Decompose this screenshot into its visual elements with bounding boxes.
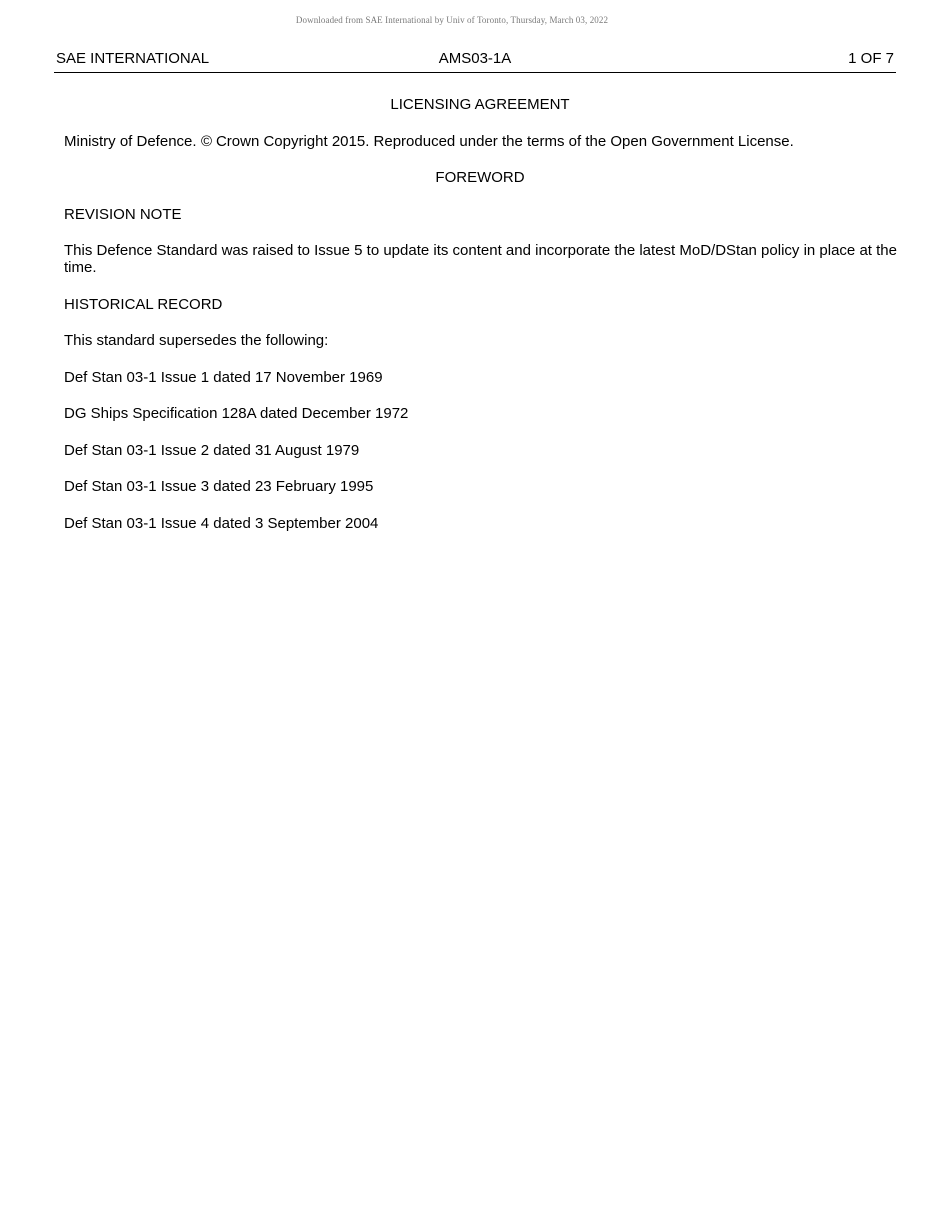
- licensing-text: [64, 133, 906, 150]
- licensing-heading: LICENSING AGREEMENT: [390, 96, 570, 113]
- document-body: [64, 96, 906, 551]
- history-item: Def Stan 03-1 Issue 4 dated 3 September 2004: [64, 514, 379, 532]
- history-heading: HISTORICAL RECORD: [64, 295, 223, 313]
- history-item: Def Stan 03-1 Issue 3 dated 23 February 1995: [64, 478, 374, 495]
- history-intro: This standard supersedes the following:: [64, 332, 329, 349]
- revision-text: This Defence Standard was raised to Issue 5 to update its content and incorporate the latest MoD/DStan policy in place at the time.: [64, 242, 897, 276]
- licensing-text-after: Crown Copyright 2015. Reproduced under the terms of the Open Government License.: [211, 132, 794, 150]
- page-header: [54, 49, 896, 73]
- licensing-text-before: Ministry of Defence.: [64, 132, 201, 150]
- publisher-name: SAE INTERNATIONAL: [56, 50, 210, 67]
- history-item: Def Stan 03-1 Issue 2 dated 31 August 1979: [64, 441, 360, 459]
- foreword-heading: FOREWORD: [435, 169, 525, 186]
- history-item: DG Ships Specification 128A dated December 1972: [64, 405, 409, 422]
- revision-heading: REVISION NOTE: [64, 205, 182, 223]
- document-number: AMS03-1A: [438, 50, 512, 67]
- page-number: 1 OF 7: [848, 50, 894, 67]
- copyright-symbol: ©: [200, 132, 212, 150]
- download-watermark: Downloaded from SAE International by Univ of Toronto, Thursday, March 03, 2022: [295, 15, 609, 25]
- history-item: Def Stan 03-1 Issue 1 dated 17 November 1969: [64, 368, 383, 386]
